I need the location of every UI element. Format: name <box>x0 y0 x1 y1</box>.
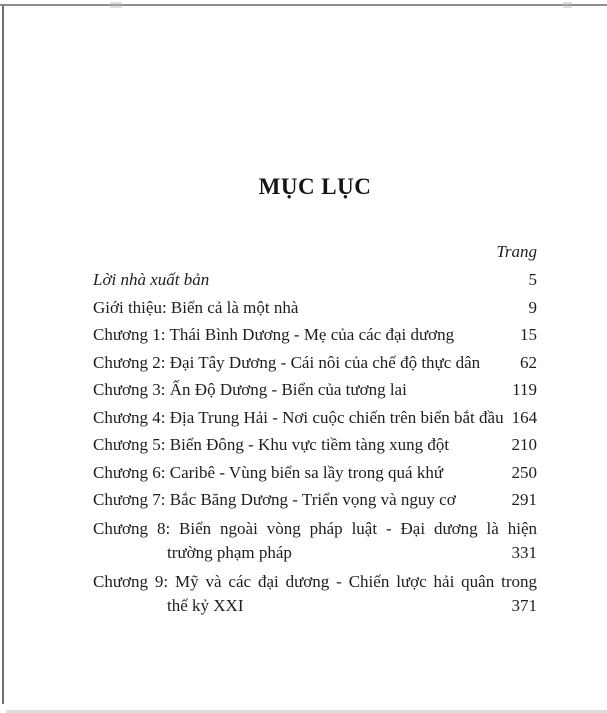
toc-entry <box>93 266 537 294</box>
toc-entry-label: Chương 2: Đại Tây Dương - Cái nôi của chế độ thực dân <box>93 352 481 372</box>
toc-entry-label: Chương 3: Ấn Độ Dương - Biển của tương lai <box>93 380 407 399</box>
toc-entry <box>93 567 537 620</box>
toc-entry-page: 331 <box>511 542 537 562</box>
toc-entry <box>93 459 537 487</box>
toc-entry <box>93 404 537 432</box>
toc-entry-page: 62 <box>520 352 537 372</box>
toc-entry <box>93 321 537 349</box>
toc-entry-label-continued: trường phạm pháp <box>167 542 292 562</box>
toc-entry <box>93 486 537 514</box>
scan-artifact <box>110 2 122 8</box>
page-column-header: Trang <box>496 242 537 261</box>
page-left-border <box>2 5 4 704</box>
toc-entry-label: Chương 4: Địa Trung Hải - Nơi cuộc chiến trên biển bắt đầu <box>93 407 504 427</box>
toc-entry-label: Giới thiệu: Biển cả là một nhà <box>93 297 299 317</box>
toc-entry <box>93 349 537 377</box>
toc-entry-page: 210 <box>511 435 537 454</box>
toc-entry-page: 291 <box>511 490 537 509</box>
toc-entry-page: 164 <box>511 407 538 427</box>
toc-entry <box>93 431 537 459</box>
scan-artifact <box>563 2 572 8</box>
toc-entry-label: Chương 7: Bắc Băng Dương - Triển vọng và nguy cơ <box>93 490 456 509</box>
toc-entry-label: Chương 9: Mỹ và các đại dương - Chiến lược hải quân trong <box>93 571 537 591</box>
toc-entry-label: Lời nhà xuất bản <box>93 270 210 289</box>
page-top-border <box>0 4 607 6</box>
toc-entry-label-continued: thế kỷ XXI <box>167 595 244 615</box>
toc-entry-page: 250 <box>511 462 537 482</box>
toc-entry-label: Chương 8: Biển ngoài vòng pháp luật - Đại dương là hiện <box>93 518 537 538</box>
toc-entry-page: 9 <box>528 297 537 317</box>
toc-entry-page: 15 <box>520 325 537 344</box>
toc-entry-page: 5 <box>528 270 537 289</box>
toc-entry-page: 371 <box>511 595 537 615</box>
table-of-contents <box>93 238 537 620</box>
page-title: MỤC LỤC <box>258 174 372 199</box>
toc-entry <box>93 294 537 322</box>
toc-entry <box>93 376 537 404</box>
toc-entry-label: Chương 6: Caribê - Vùng biển sa lầy trong quá khứ <box>93 462 444 482</box>
toc-entry-label: Chương 1: Thái Bình Dương - Mẹ của các đại dương <box>93 325 455 344</box>
toc-entry-page: 119 <box>512 380 537 399</box>
toc-entry <box>93 514 537 567</box>
toc-entry-label: Chương 5: Biển Đông - Khu vực tiềm tàng xung đột <box>93 435 450 454</box>
